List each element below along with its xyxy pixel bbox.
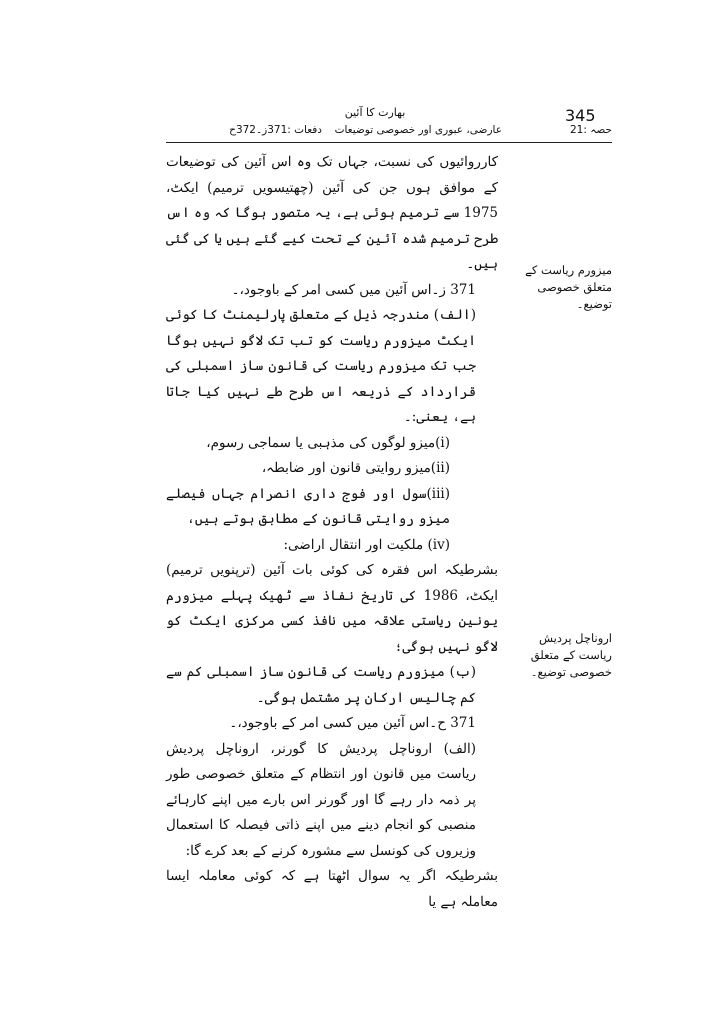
side-note-mizoram: میزورم ریاست کے متعلق خصوصی توضیع۔ — [525, 263, 612, 311]
article-heading-371g: 371 ز۔اس آئین میں کسی امر کے باوجود،۔ — [231, 281, 476, 298]
clause-b: (ب) میزورم ریاست کی قانون ساز اسمبلی کم سے کم چالیس ارکان پر مشتمل ہوگی۔ — [166, 664, 476, 706]
clause-a-arunachal: (الف) اروناچل پردیش کا گورنر، اروناچل پردیش ریاست میں قانون اور انتظام کے متعلق خصوصی طور پر ذمہ دار رہے گا اور گورنر اس بارے میں اپنے کارہائے منصبی کو انجام دینے میں اپنے ذاتی فیصلہ کا استعمال وزیروں کی کونسل سے مشورہ کرنے کے بعد کرے گا: — [166, 740, 476, 859]
clause-a: (الف) مندرجہ ذیل کے متعلق پارلیمنٹ کا کوئی ایکٹ میزورم ریاست کو تب تک لاگو نہیں ہوگا جب تک میزورم ریاست کی قانون ساز اسمبلی کی قرارداد کے ذریعہ اس طرح طے نہیں کیا جاتا ہے، یعنی:۔ — [166, 307, 476, 425]
page-number: 345 — [565, 106, 596, 125]
proviso-arunachal: بشرطیکہ اگر یہ سوال اٹھتا ہے کہ کوئی معاملہ ایسا معاملہ ہے یا — [166, 868, 498, 910]
body-text — [166, 150, 498, 915]
sub-clause-iii: (iii)سول اور فوج داری انصرام جہاں فیصلے میزو روایتی قانون کے مطابق ہوتے ہیں، — [166, 485, 450, 527]
sub-clause-ii: (ii)میزو روایتی قانون اور ضابطہ، — [261, 460, 450, 476]
paragraph: کارروائیوں کی نسبت، جہاں تک وہ اس آئین کی توضیعات کے موافق ہوں جن کی آئین (چھتیسویں ترمیم) ایکٹ، 1975 سے ترمیم ہوئی ہے، یہ متصور ہوگا کہ وہ اس طرح ترمیم شدہ آئین کے تحت کیے گئے ہیں یا کی گئی ہیں۔ — [166, 154, 498, 272]
running-title: بھارت کا آئین — [344, 106, 406, 119]
part-label: حصہ :21 — [570, 124, 612, 136]
proviso: بشرطیکہ اس فقرہ کی کوئی بات آئین (ترپنویں ترمیم) ایکٹ، 1986 کی تاریخ نفاذ سے ٹھیک پہلے میزورم یونین ریاستی علاقہ میں نافذ کسی مرکزی ایکٹ کو لاگو نہیں ہوگی؛ — [166, 562, 499, 655]
subject-label: عارضی، عبوری اور خصوصی توضیعات — [334, 124, 502, 136]
side-note-arunachal: اروناچل پردیش ریاست کے متعلق خصوصی توضیع۔ — [530, 631, 612, 679]
header-rule — [166, 142, 612, 143]
article-heading-371h: 371 ح۔اس آئین میں کسی امر کے باوجود،۔ — [229, 715, 476, 731]
sub-clause-i: (i)میزو لوگوں کی مذہبی یا سماجی رسوم، — [206, 434, 450, 451]
sub-clause-iv: (iv) ملکیت اور انتقال اراضی: — [283, 536, 450, 553]
articles-label: دفعات :371ز۔372ح — [229, 124, 322, 136]
